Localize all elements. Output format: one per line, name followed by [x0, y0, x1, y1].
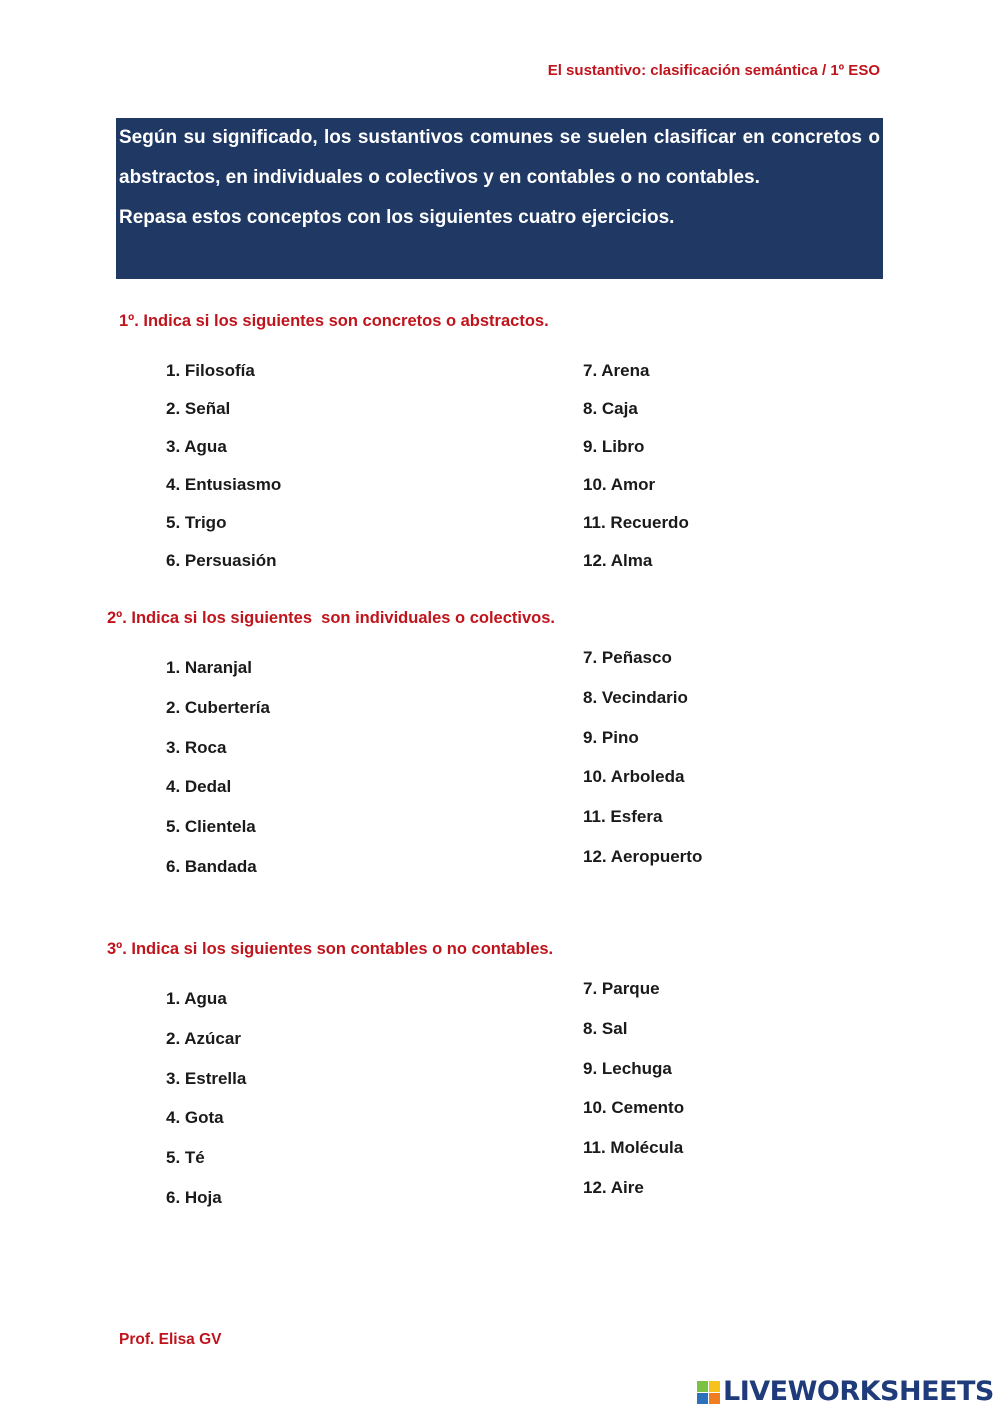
list-item: 4. Entusiasmo: [166, 475, 282, 494]
list-item: 9. Libro: [583, 437, 645, 456]
list-item: 4. Dedal: [166, 777, 232, 797]
list-item: 11. Recuerdo: [583, 513, 689, 532]
list-item: 5. Té: [166, 1148, 205, 1168]
list-item: 7. Arena: [583, 361, 650, 380]
liveworksheets-brand: [697, 1377, 994, 1407]
intro-paragraph: Según su significado, los sustantivos comunes se suelen clasificar en concretos o abstractos, en individuales o colectivos y en contables o no contables.: [119, 127, 880, 188]
exercise-2-left-list: [166, 657, 270, 896]
list-item: 2. Cubertería: [166, 697, 270, 717]
list-item: 9. Lechuga: [583, 1058, 672, 1078]
list-item: 5. Clientela: [166, 817, 256, 837]
list-item: 12. Aeropuerto: [583, 846, 703, 866]
list-item: 8. Sal: [583, 1018, 628, 1038]
list-item: 10. Cemento: [583, 1098, 685, 1118]
document-title: El sustantivo: clasificación semántica / 1º ESO: [547, 62, 880, 79]
list-item: 12. Aire: [583, 1177, 644, 1197]
list-item: 10. Arboleda: [583, 767, 685, 787]
list-item: 11. Molécula: [583, 1138, 684, 1158]
list-item: 3. Roca: [166, 737, 227, 757]
list-item: 6. Hoja: [166, 1187, 222, 1207]
exercise-1-left-list: [166, 360, 281, 588]
logo-square-blue: [697, 1393, 708, 1404]
list-item: 10. Amor: [583, 475, 656, 494]
list-item: 8. Vecindario: [583, 687, 688, 707]
exercise-3-right-list: [583, 978, 684, 1217]
list-item: 1. Naranjal: [166, 658, 252, 677]
exercise-1-heading: 1º. Indica si los siguientes son concretos o abstractos.: [119, 312, 549, 330]
list-item: 4. Gota: [166, 1108, 224, 1128]
logo-square-orange: [709, 1393, 720, 1404]
list-item: 2. Azúcar: [166, 1028, 241, 1048]
list-item: 2. Señal: [166, 399, 231, 418]
list-item: 11. Esfera: [583, 807, 663, 827]
list-item: 5. Trigo: [166, 513, 227, 532]
logo-square-yellow: [709, 1381, 720, 1392]
teacher-signature: Prof. Elisa GV: [119, 1331, 222, 1348]
exercise-2-heading: 2º. Indica si los siguientes son individuales o colectivos.: [107, 609, 555, 627]
list-item: 7. Peñasco: [583, 648, 672, 667]
list-item: 8. Caja: [583, 399, 638, 418]
list-item: 6. Persuasión: [166, 551, 277, 570]
intro-box: [116, 118, 883, 279]
list-item: 1. Filosofía: [166, 361, 255, 380]
list-item: 9. Pino: [583, 727, 639, 747]
logo-square-green: [697, 1381, 708, 1392]
liveworksheets-logo-icon: [697, 1381, 720, 1404]
list-item: 6. Bandada: [166, 856, 257, 876]
list-item: 3. Agua: [166, 437, 227, 456]
exercise-3-heading: 3º. Indica si los siguientes son contables o no contables.: [107, 940, 554, 958]
exercise-3-left-list: [166, 988, 246, 1227]
list-item: 1. Agua: [166, 989, 227, 1008]
intro-instruction: Repasa estos conceptos con los siguientes cuatro ejercicios.: [119, 207, 675, 228]
list-item: 3. Estrella: [166, 1068, 247, 1088]
list-item: 7. Parque: [583, 979, 660, 998]
brand-wordmark: LIVEWORKSHEETS: [723, 1376, 994, 1407]
list-item: 12. Alma: [583, 551, 653, 570]
exercise-1-right-list: [583, 360, 689, 588]
exercise-2-right-list: [583, 647, 702, 886]
